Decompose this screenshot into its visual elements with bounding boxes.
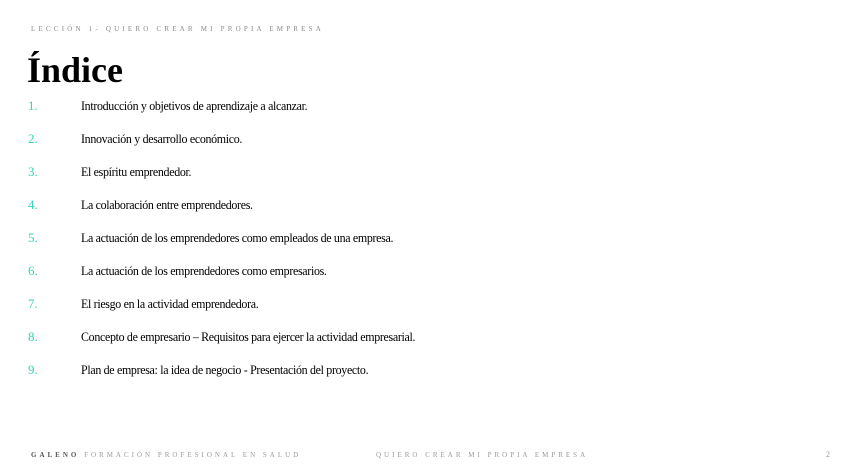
footer-brand-block: [31, 451, 301, 459]
index-number: 7.: [28, 296, 38, 311]
index-text: La colaboración entre emprendedores.: [81, 197, 253, 212]
index-list: [28, 96, 444, 393]
index-number: 5.: [28, 230, 38, 245]
index-text: Introducción y objetivos de aprendizaje a alcanzar.: [81, 98, 308, 113]
index-text: La actuación de los emprendedores como empresarios.: [81, 263, 327, 278]
page-title: Índice: [27, 50, 124, 90]
index-item-6: [28, 261, 444, 294]
index-item-9: [28, 360, 444, 393]
index-number: 2.: [28, 131, 38, 146]
index-item-8: [28, 327, 444, 360]
index-number: 1.: [28, 98, 38, 113]
index-item-7: [28, 294, 444, 327]
index-item-4: [28, 195, 444, 228]
footer-course-title: QUIERO CREAR MI PROPIA EMPRESA: [376, 451, 589, 459]
index-item-2: [28, 129, 444, 162]
index-number: 9.: [28, 362, 38, 377]
index-number: 6.: [28, 263, 38, 278]
index-text: Concepto de empresario – Requisitos para ejercer la actividad empresarial.: [81, 329, 416, 344]
index-text: El espíritu emprendedor.: [81, 164, 192, 179]
index-item-1: [28, 96, 444, 129]
index-text: Innovación y desarrollo económico.: [81, 131, 243, 146]
index-item-5: [28, 228, 444, 261]
index-number: 8.: [28, 329, 38, 344]
index-text: La actuación de los emprendedores como empleados de una empresa.: [81, 230, 394, 245]
index-number: 4.: [28, 197, 38, 212]
index-text: El riesgo en la actividad emprendedora.: [81, 296, 259, 311]
page-number: 2: [826, 450, 830, 459]
index-text: Plan de empresa: la idea de negocio - Presentación del proyecto.: [81, 362, 369, 377]
index-item-3: [28, 162, 444, 195]
index-number: 3.: [28, 164, 38, 179]
brand-name: GALENO: [31, 451, 80, 459]
brand-tagline: FORMACIÓN PROFESIONAL EN SALUD: [84, 451, 302, 459]
lesson-header: LECCIÓN 1- QUIERO CREAR MI PROPIA EMPRESA: [31, 25, 324, 33]
